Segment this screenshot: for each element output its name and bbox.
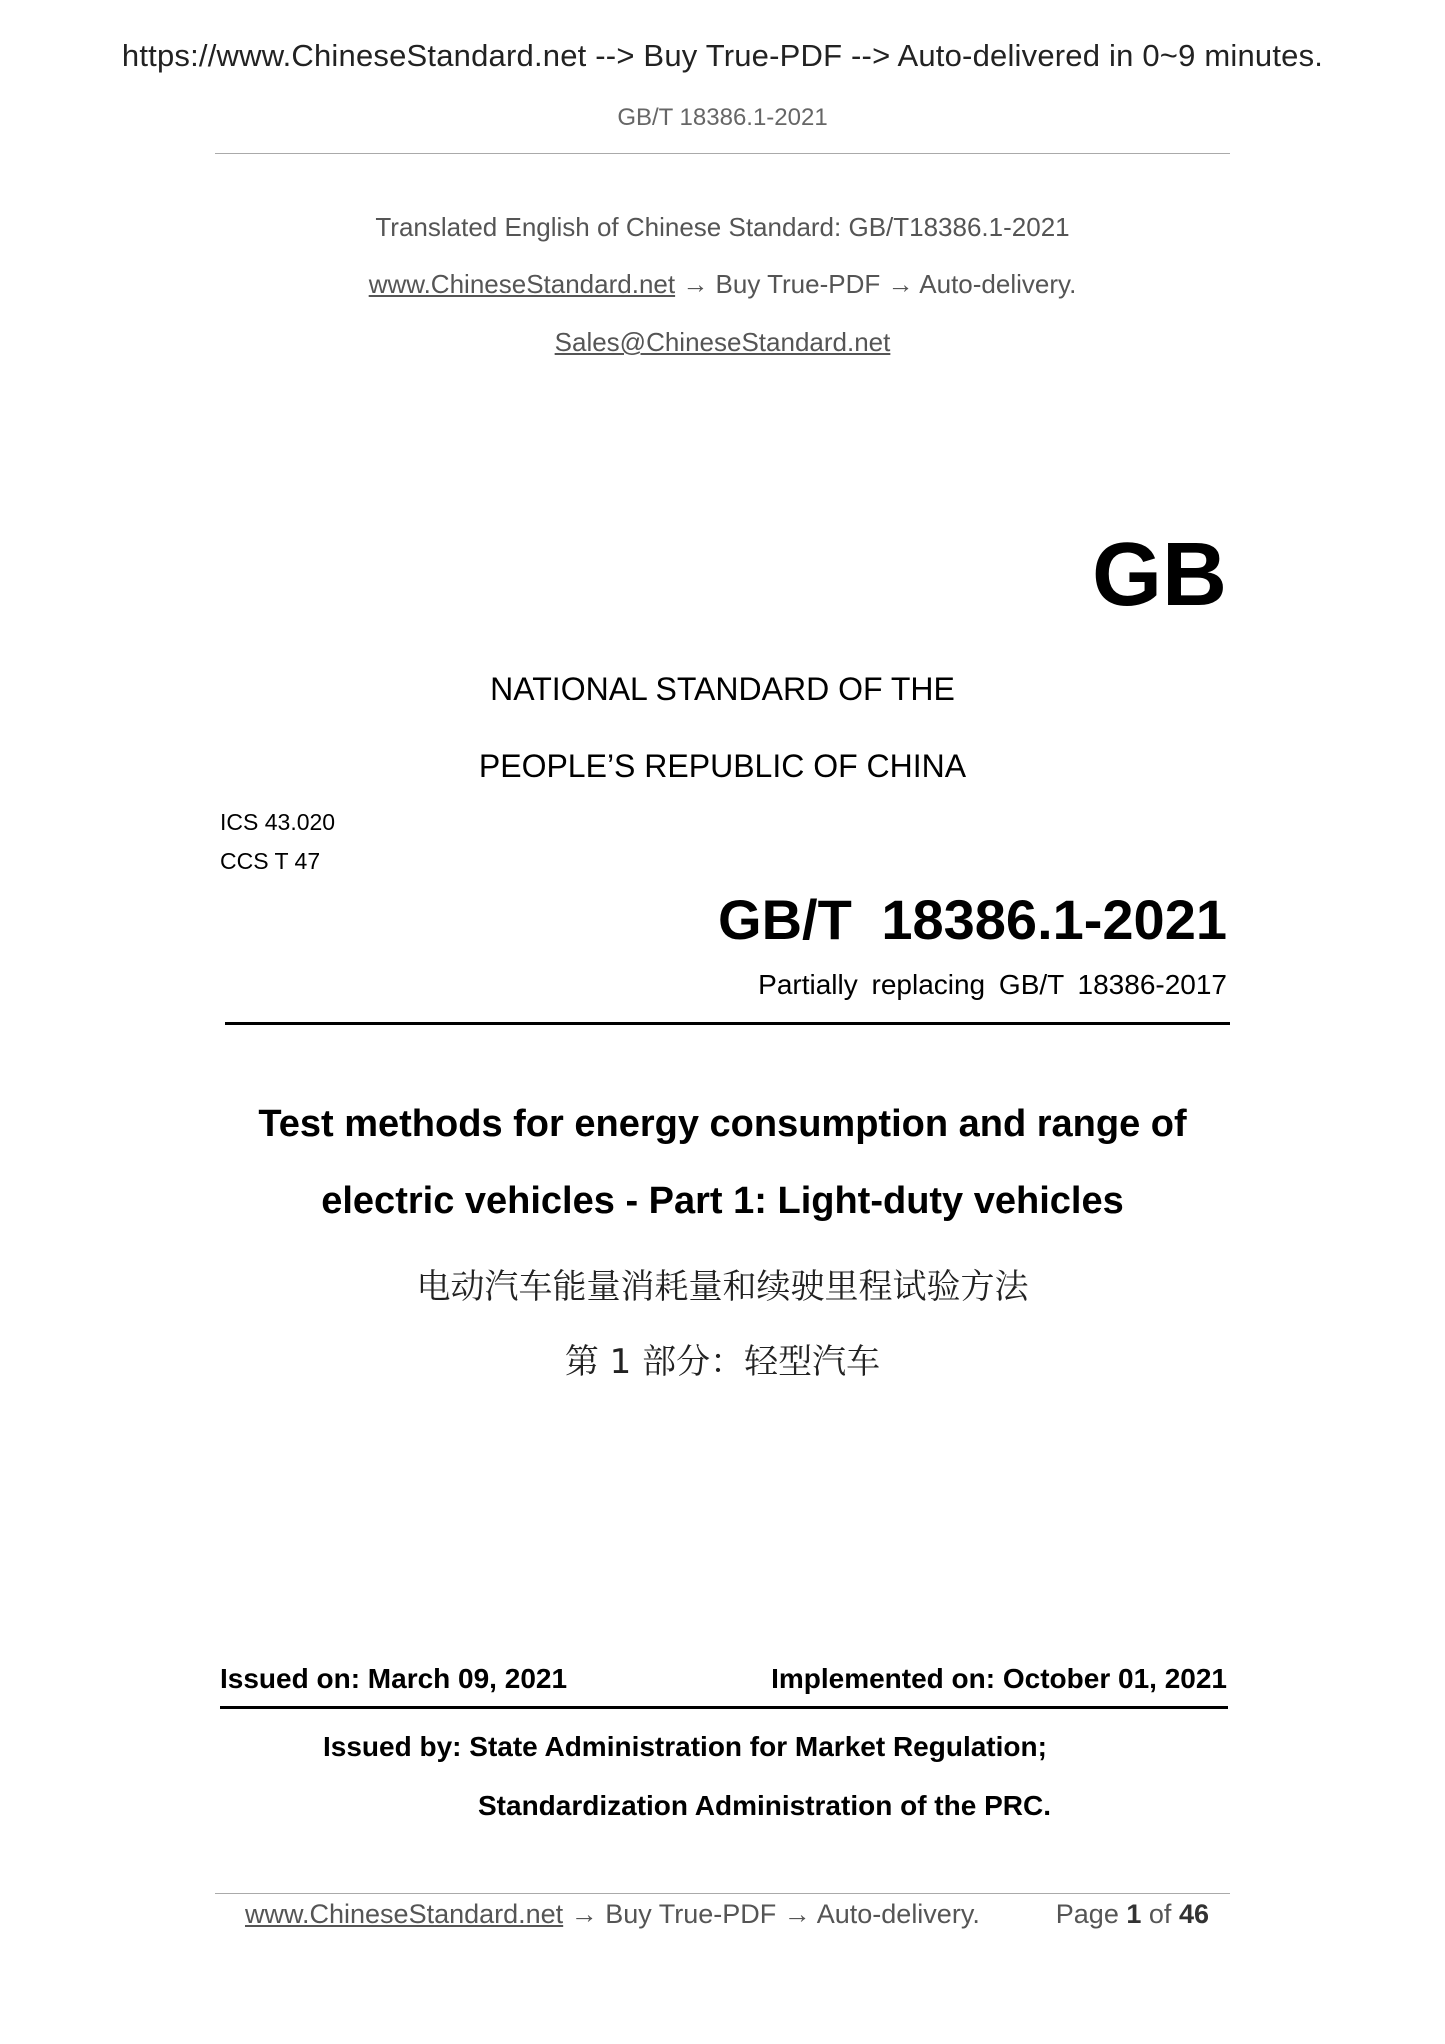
sales-email-link[interactable]: Sales@ChineseStandard.net (554, 327, 891, 357)
footer-buy-text: → Buy True-PDF → Auto-delivery. (563, 1899, 980, 1929)
national-standard-line1: NATIONAL STANDARD OF THE (490, 671, 955, 707)
page-label: Page (1055, 1899, 1119, 1929)
sales-email-line (0, 327, 1445, 358)
header-banner: https://www.ChineseStandard.net --> Buy True-PDF --> Auto-delivered in 0~9 minutes. (121, 38, 1324, 73)
of-label: of (1148, 1899, 1172, 1929)
page-number: 1 (1126, 1899, 1142, 1929)
implemented-on-date: Implemented on: October 01, 2021 (771, 1663, 1227, 1694)
running-header-doc-id: GB/T 18386.1-2021 (617, 104, 828, 131)
translation-notice: Translated English of Chinese Standard: GB/T18386.1-2021 (375, 212, 1070, 242)
title-divider (225, 1022, 1230, 1025)
page-indicator (1056, 1899, 1209, 1930)
footer-site-link[interactable]: www.ChineseStandard.net (245, 1899, 564, 1929)
issued-on-date: Issued on: March 09, 2021 (220, 1663, 568, 1694)
site-link[interactable]: www.ChineseStandard.net (368, 269, 676, 299)
title-cn-line1: 电动汽车能量消耗量和续驶里程试验方法 (416, 1267, 1029, 1307)
ics-code: ICS 43.020 (220, 809, 336, 835)
title-en-line2: electric vehicles - Part 1: Light-duty vehicles (321, 1180, 1124, 1222)
footer-links (245, 1899, 980, 1930)
page-total: 46 (1178, 1899, 1209, 1929)
buy-pdf-text: → Buy True-PDF → Auto-delivery. (675, 269, 1077, 299)
header-divider (215, 153, 1230, 154)
issued-by-line1: Issued by: State Administration for Market Regulation; (323, 1731, 1047, 1762)
national-standard-line2: PEOPLE’S REPUBLIC OF CHINA (478, 748, 967, 784)
replacing-note: Partially replacing GB/T 18386-2017 (758, 969, 1227, 1000)
dates-divider (220, 1706, 1228, 1709)
issued-by-line2: Standardization Administration of the PRC. (478, 1790, 1051, 1821)
ccs-code: CCS T 47 (220, 848, 321, 874)
gb-mark: GB (1092, 525, 1227, 625)
standard-number: GB/T 18386.1-2021 (718, 888, 1227, 951)
title-en-line1: Test methods for energy consumption and range of (258, 1103, 1187, 1145)
translation-links (0, 269, 1445, 300)
title-cn-line2: 第 1 部分：轻型汽车 (564, 1342, 881, 1382)
footer-divider (215, 1893, 1230, 1894)
